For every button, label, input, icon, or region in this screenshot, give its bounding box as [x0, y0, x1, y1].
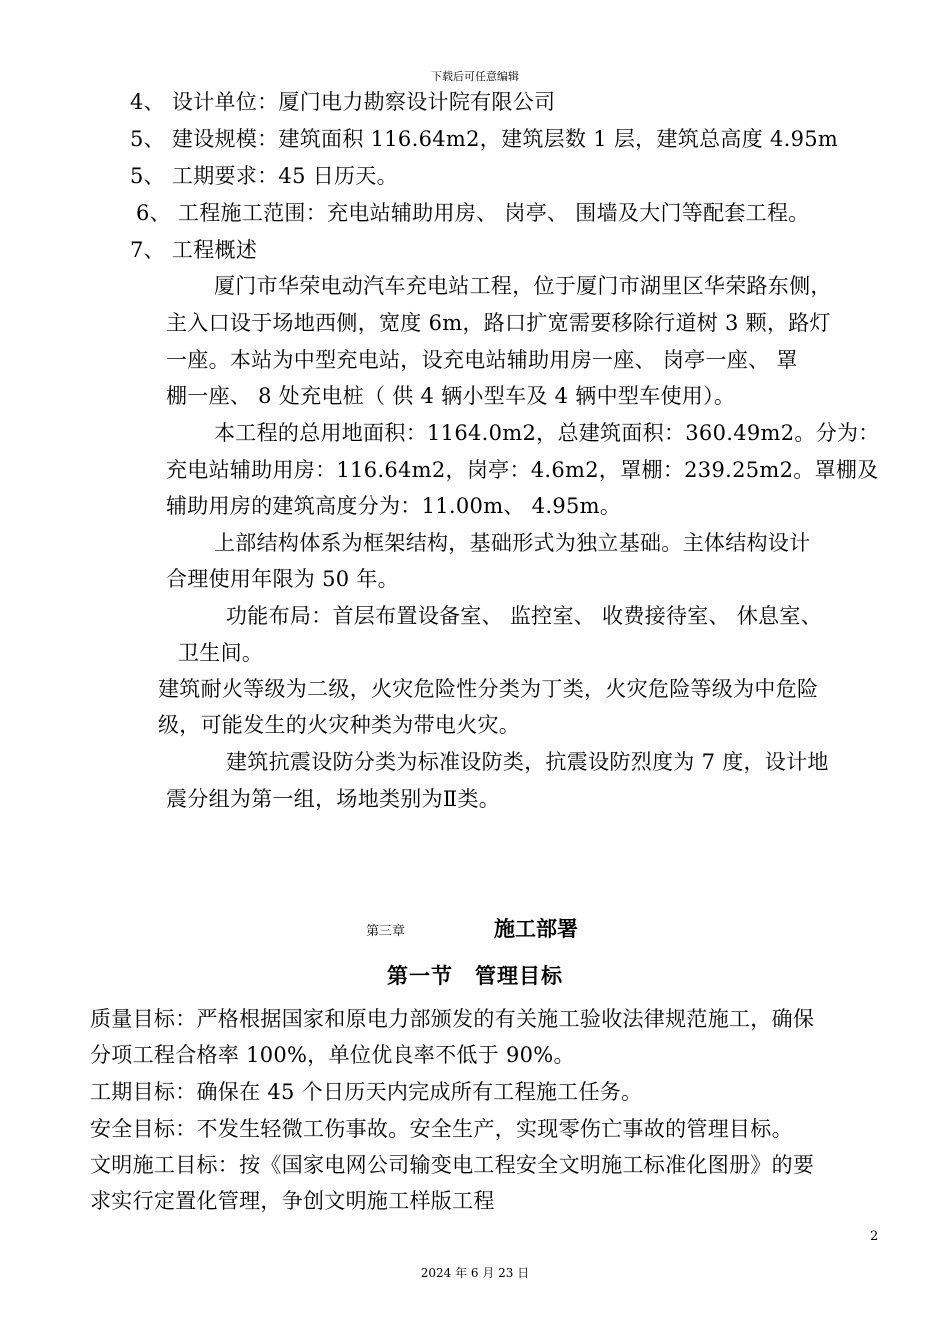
project-item-scale: 5、 建设规模：建筑面积 116.64m2，建筑层数 1 层，建筑总高度 4.95m	[130, 127, 839, 151]
overview-line: 棚一座、 8 处充电桩（ 供 4 辆小型车及 4 辆中型车使用）。	[166, 384, 736, 408]
overview-line: 一座。本站为中型充电站，设充电站辅助用房一座、 岗亭一座、 罩	[166, 348, 798, 372]
project-item-designer: 4、 设计单位：厦门电力勘察设计院有限公司	[130, 90, 556, 114]
goal-line-civilized-cont: 求实行定置化管理，争创文明施工样版工程	[90, 1189, 495, 1213]
chapter-label: 第三章	[366, 924, 406, 939]
goal-line-quality: 质量目标：严格根据国家和原电力部颁发的有关施工验收法律规范施工，确保	[90, 1007, 815, 1031]
goal-line-safety: 安全目标：不发生轻微工伤事故。安全生产，实现零伤亡事故的管理目标。	[90, 1117, 793, 1141]
overview-line: 建筑耐火等级为二级，火灾危险性分类为丁类，火灾危险等级为中危险	[158, 677, 819, 701]
chapter-title: 施工部署	[494, 916, 578, 941]
page-number: 2	[870, 1229, 879, 1244]
overview-line: 辅助用房的建筑高度分为：11.00m、 4.95m。	[166, 494, 622, 518]
overview-line: 合理使用年限为 50 年。	[166, 567, 399, 591]
overview-line: 卫生间。	[178, 641, 264, 665]
header-note: 下载后可任意编辑	[431, 70, 519, 83]
overview-line: 级，可能发生的火灾种类为带电火灾。	[158, 713, 521, 737]
goal-line-quality-cont: 分项工程合格率 100%，单位优良率不低于 90%。	[90, 1043, 575, 1067]
goal-line-civilized: 文明施工目标：按《国家电网公司输变电工程安全文明施工标准化图册》的要	[90, 1153, 815, 1177]
project-item-overview-heading: 7、 工程概述	[130, 238, 258, 262]
footer-date: 2024 年 6 月 23 日	[420, 1266, 530, 1280]
overview-line: 上部结构体系为框架结构，基础形式为独立基础。主体结构设计	[214, 531, 811, 555]
project-item-scope: 6、 工程施工范围：充电站辅助用房、 岗亭、 围墙及大门等配套工程。	[136, 201, 810, 225]
overview-line: 功能布局：首层布置设备室、 监控室、 收费接待室、 休息室、	[226, 604, 823, 628]
overview-line: 本工程的总用地面积：1164.0m2，总建筑面积：360.49m2。分为：	[214, 421, 880, 445]
section-title: 第一节 管理目标	[387, 963, 563, 988]
overview-line: 厦门市华荣电动汽车充电站工程，位于厦门市湖里区华荣路东侧，	[214, 274, 832, 298]
goal-line-schedule: 工期目标：确保在 45 个日历天内完成所有工程施工任务。	[90, 1080, 643, 1104]
overview-line: 建筑抗震设防分类为标准设防类，抗震设防烈度为 7 度，设计地	[226, 750, 829, 774]
project-item-duration: 5、 工期要求：45 日历天。	[130, 164, 398, 188]
overview-line: 震分组为第一组，场地类别为Ⅱ类。	[166, 787, 501, 811]
overview-line: 充电站辅助用房：116.64m2，岗亭：4.6m2，罩棚：239.25m2。罩棚及	[166, 458, 879, 482]
overview-line: 主入口设于场地西侧，宽度 6m，路口扩宽需要移除行道树 3 颗，路灯	[166, 311, 831, 335]
